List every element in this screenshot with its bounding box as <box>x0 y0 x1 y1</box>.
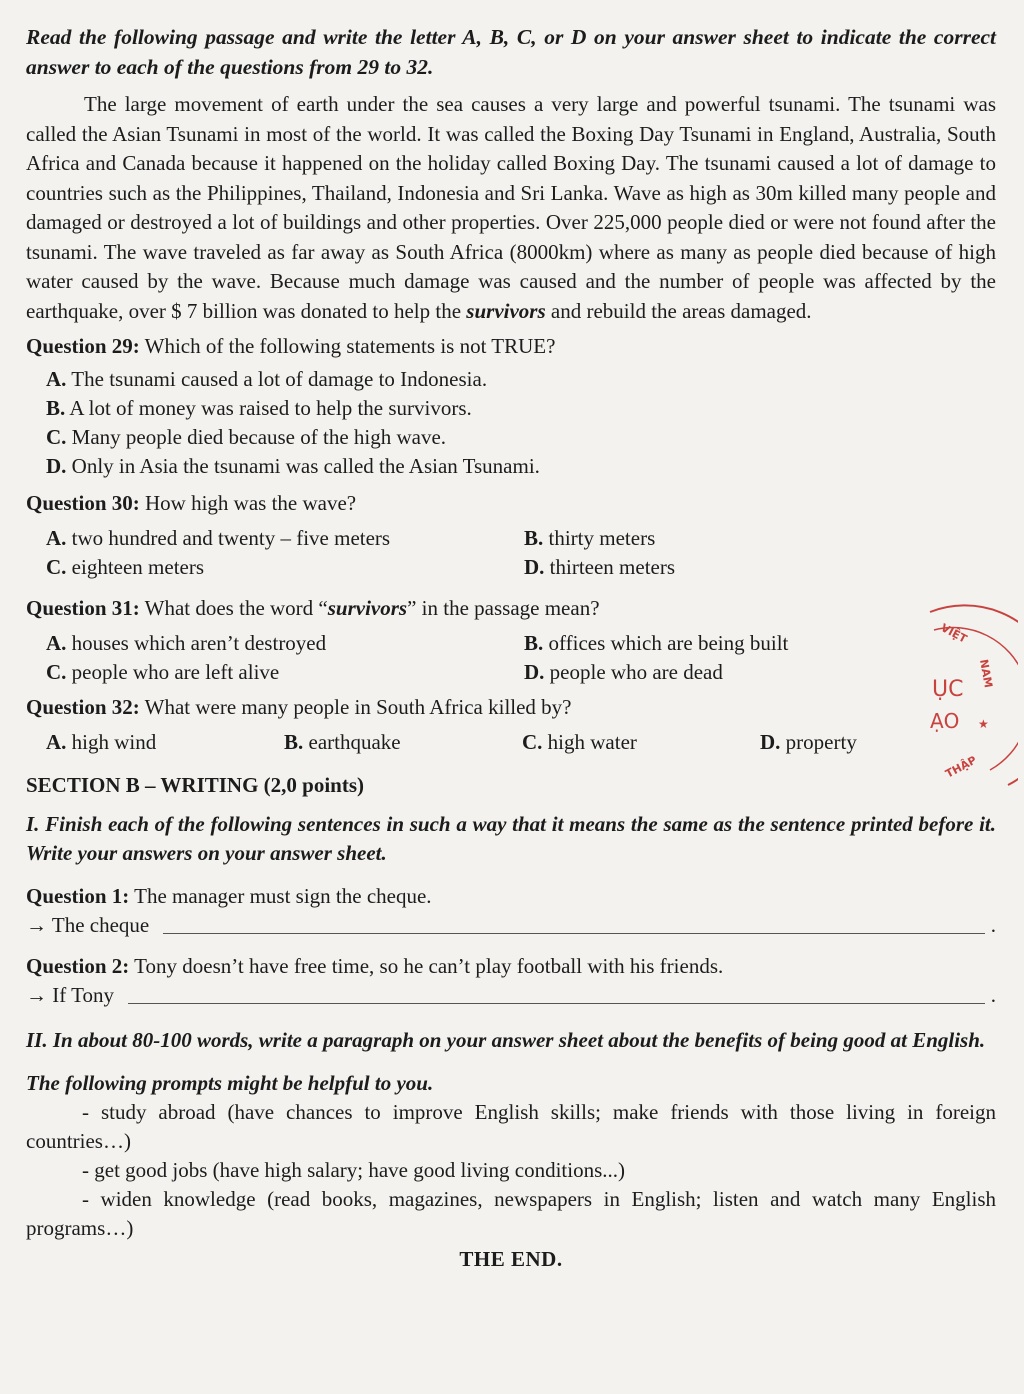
stamp-bottom-text: THẬP <box>943 753 979 781</box>
exam-page <box>26 22 996 1272</box>
option-row <box>26 423 996 452</box>
answer-blank-1[interactable] <box>163 933 985 934</box>
option-row <box>26 658 996 687</box>
rewrite-start: → If Tony <box>26 983 114 1007</box>
option-b[interactable]: B. A lot of money was raised to help the survivors. <box>46 396 472 420</box>
stamp-seal <box>918 600 1018 800</box>
writing-question-2: Question 2: Tony doesn’t have free time, so he can’t play football with his friends. <box>26 954 724 978</box>
prompt-item: - study abroad (have chances to improve English skills; make friends with those living in foreign countries…) <box>26 1100 996 1153</box>
option-row <box>26 452 996 481</box>
option-b[interactable]: B. offices which are being built <box>524 631 789 655</box>
option-a[interactable]: A. two hundred and twenty – five meters <box>46 526 391 550</box>
section-b-title: SECTION B – WRITING (2,0 points) <box>26 773 365 797</box>
question-label: Question 29: <box>26 334 140 358</box>
reading-instructions: Read the following passage and write the letter A, B, C, or D on your answer sheet to indicate the correct answer to each of the questions from 29 to 32. <box>26 25 996 79</box>
part2-instruction: II. In about 80-100 words, write a paragraph on your answer sheet about the benefits of being good at English. <box>26 1028 986 1052</box>
question-29 <box>26 332 996 361</box>
option-row <box>26 553 996 582</box>
question-label: Question 30: <box>26 491 140 515</box>
rewrite-line-1: → The cheque . <box>26 911 996 940</box>
option-a[interactable]: A. high wind <box>46 730 157 754</box>
stamp-side-text: NAM <box>977 658 995 689</box>
option-c[interactable]: C. high water <box>522 730 637 754</box>
rewrite-start: → The cheque <box>26 913 150 937</box>
the-end: THE END. <box>459 1247 563 1271</box>
stamp-inner-text-1: ỤC <box>932 677 964 702</box>
question-text: What were many people in South Africa killed by? <box>139 695 572 719</box>
passage-tail: and rebuild the areas damaged. <box>545 298 812 323</box>
question-32 <box>26 693 996 722</box>
question-label: Question 31: <box>26 596 140 620</box>
question-31: Question 31: What does the word “survivors” in the passage mean? <box>26 596 600 620</box>
answer-blank-2[interactable] <box>128 1003 985 1004</box>
option-row <box>26 524 996 553</box>
option-d[interactable]: D. thirteen meters <box>524 555 676 579</box>
option-b[interactable]: B. earthquake <box>284 730 401 754</box>
stamp-inner-text-2: ẠO <box>930 709 960 733</box>
passage-keyword: survivors <box>466 298 546 323</box>
rewrite-line-2: → If Tony . <box>26 981 996 1010</box>
question-label: Question 32: <box>26 695 140 719</box>
option-a[interactable]: A. houses which aren’t destroyed <box>46 631 327 655</box>
question-text: How high was the wave? <box>139 491 357 515</box>
stamp-top-text: VIỆT <box>938 621 970 646</box>
passage-body: The large movement of earth under the sea causes a very large and powerful tsunami. The tsunami was called the Asian Tsunami in most of the world. It was called the Boxing Day Tsunami in England, Australia, South Africa and Canada because it happened on the holiday called Boxing Day. The tsunami caused a lot of damage to countries such as the Philippines, Thailand, Indonesia and Sri Lanka. Wave as high as 30m killed many people and damaged or destroyed a lot of buildings and other properties. Over 225,000 people died or were not found after the tsunami. The wave traveled as far away as South Africa (8000km) where as many as people died because of high water caused by the wave. Because much damage was caused and the number of people was affected by the earthquake, over $ 7 billion was donated to help the <box>26 92 996 323</box>
passage <box>26 90 996 326</box>
prompt-item: - widen knowledge (read books, magazines, newspapers in English; listen and watch many English programs…) <box>26 1187 996 1240</box>
question-keyword: survivors <box>327 596 408 620</box>
question-text: Which of the following statements is not TRUE? <box>139 334 556 358</box>
option-row <box>26 365 996 394</box>
option-d[interactable]: D. property <box>760 730 857 754</box>
option-row <box>26 728 996 757</box>
writing-question-1: Question 1: The manager must sign the cheque. <box>26 884 432 908</box>
part1-instruction: I. Finish each of the following sentences in such a way that it means the same as the sentence printed before it. Write your answers on your answer sheet. <box>26 812 996 865</box>
option-row <box>26 394 996 423</box>
option-a[interactable]: A. The tsunami caused a lot of damage to Indonesia. <box>46 367 488 391</box>
option-c[interactable]: C. eighteen meters <box>46 555 205 579</box>
star-icon: ★ <box>978 717 989 731</box>
option-c[interactable]: C. Many people died because of the high wave. <box>46 425 447 449</box>
option-d[interactable]: D. people who are dead <box>524 660 723 684</box>
prompt-item: - get good jobs (have high salary; have good living conditions...) <box>82 1158 625 1182</box>
option-d[interactable]: D. Only in Asia the tsunami was called the Asian Tsunami. <box>46 454 540 478</box>
prompts-title: The following prompts might be helpful to you. <box>26 1071 434 1095</box>
question-30 <box>26 489 996 518</box>
option-row <box>26 629 996 658</box>
option-b[interactable]: B. thirty meters <box>524 526 656 550</box>
option-c[interactable]: C. people who are left alive <box>46 660 280 684</box>
